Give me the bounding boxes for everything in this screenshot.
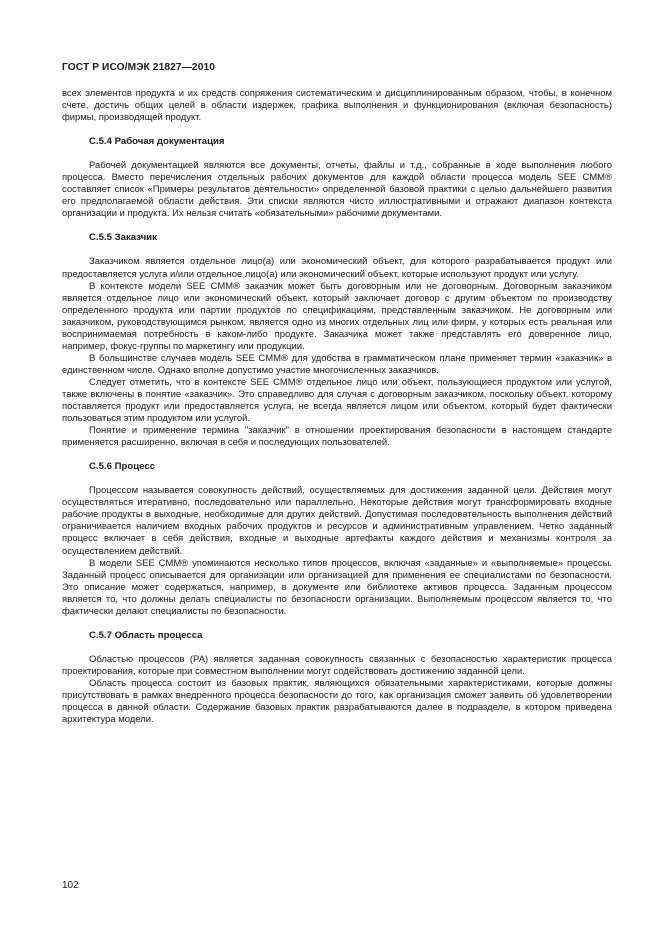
section-title: С.5.7 Область процесса xyxy=(89,629,203,641)
section-c-5-5 xyxy=(62,232,612,449)
paragraph: Областью процессов (РА) является заданная совокупность связанных с безопасностью характеристик процесса проектирования, которые при совместном выполнении могут содействовать достижению заданной цели. xyxy=(62,653,612,677)
paragraph: Процессом называется совокупность действий, осуществляемых для достижения заданной цели. Действия могут осуществляться итеративно, последовательно или параллельно. Некоторые действия могут трансформировать входные рабочие продукты в выходные, необходимые для других действий. Допустимая последовательность выполнения действий ограничивается наличием входных рабочих продуктов и ресурсов и административным управлением. Четко заданный процесс включает в себя действия, входные и выходные артефакты каждого действия и механизмы контроля за осуществлением действий. xyxy=(62,485,612,557)
section-c-5-7 xyxy=(62,630,612,726)
section-title: С.5.4 Рабочая документация xyxy=(89,136,225,148)
document-header: ГОСТ Р ИСО/МЭК 21827—2010 xyxy=(62,62,215,73)
paragraph: Заказчиком является отдельное лицо(а) или экономический объект, для которого разрабатывается продукт или предоставляется услуга и/или отдельное лицо(а) или экономический объект, которые используют продукт или услугу. xyxy=(62,256,612,280)
paragraph: В контексте модели SEE CMM® заказчик может быть договорным или не договорным. Договорным заказчиком является отдельное лицо или экономический объект, который заключает договор с другим объектом по производству определенного продукта или партии продуктов по спецификациям, представленным заказчиком. Не договорным или заказчиком, руководствующимся рынком, является одно из многих отдельных лиц или фирм, у которых есть реальная или воспринимаемая потребность в каком-либо продукте. Заказчика может также представлять его доверенное лицо, например, фокус-группы по маркетингу или продукции. xyxy=(62,280,612,352)
page-number: 102 xyxy=(62,880,79,891)
paragraph: Рабочей документацией являются все документы, отчеты, файлы и т.д., собранные в ходе выполнения любого процесса. Вместо перечисления отдельных рабочих документов для каждой области процесса модель SEE CMM® составляет список «Примеры результатов деятельности» определенной базовой практики с целью дальнейшего развития его предполагаемой области действия. Эти списки являются чисто иллюстративными и отражают диапазон контекста организации и продукта. Их нельзя считать «обязательными» рабочими документами. xyxy=(62,160,612,220)
paragraph: Следует отметить, что в контексте SEE CMM® отдельное лицо или объект, пользующиеся продуктом или услугой, также включены в понятие «заказчик». Это справедливо для случая с договорным заказчиком, поскольку объект, которому поставляется продукт или предоставляется услуга, не всегда является лицом или объектом, который будет фактически пользоваться этим продуктом или услугой. xyxy=(62,376,612,425)
paragraph: Область процесса состоит из базовых практик, являющихся обязательными характеристиками, которые должны присутствовать в рамках внедренного процесса безопасности до того, как организация сможет заявить об удовлетворении процесса в данной области. Содержание базовых практик разрабатываются далее в подразделе, в котором приведена архитектура модели. xyxy=(62,677,612,726)
intro-paragraph: всех элементов продукта и их средств сопряжения систематическим и дисциплинированным образом, чтобы, в конечном счете, достичь общих целей в области издержек, графика выполнения и функционирования (включая безопасность) фирмы, производящей продукт. xyxy=(62,88,612,124)
paragraph: Понятие и применение термина "заказчик" в отношении проектирования безопасности в настоящем стандарте применяется расширенно, включая в себя и последующих пользователей. xyxy=(62,425,612,449)
document-body xyxy=(62,88,612,726)
paragraph: В большинстве случаев модель SEE CMM® для удобства в грамматическом плане применяет термин «заказчик» в единственном числе. Однако вполне допустимо участие многочисленных заказчиков. xyxy=(62,352,612,376)
section-c-5-6 xyxy=(62,461,612,618)
paragraph: В модели SEE CMM® упоминаются несколько типов процессов, включая «заданные» и «выполняемые» процессы. Заданный процесс описывается для организации или организацией для применения ее специалистами по безопасности. Это описание может содержаться, например, в документе или библиотеке активов процесса. Заданным процессом является то, что должны делать специалисты по безопасности организации. Выполняемым процессом является то, что фактически делают специалисты по безопасности. xyxy=(62,557,612,617)
section-title: С.5.6 Процесс xyxy=(89,461,155,473)
section-title: С.5.5 Заказчик xyxy=(89,232,157,244)
section-c-5-4 xyxy=(62,136,612,220)
